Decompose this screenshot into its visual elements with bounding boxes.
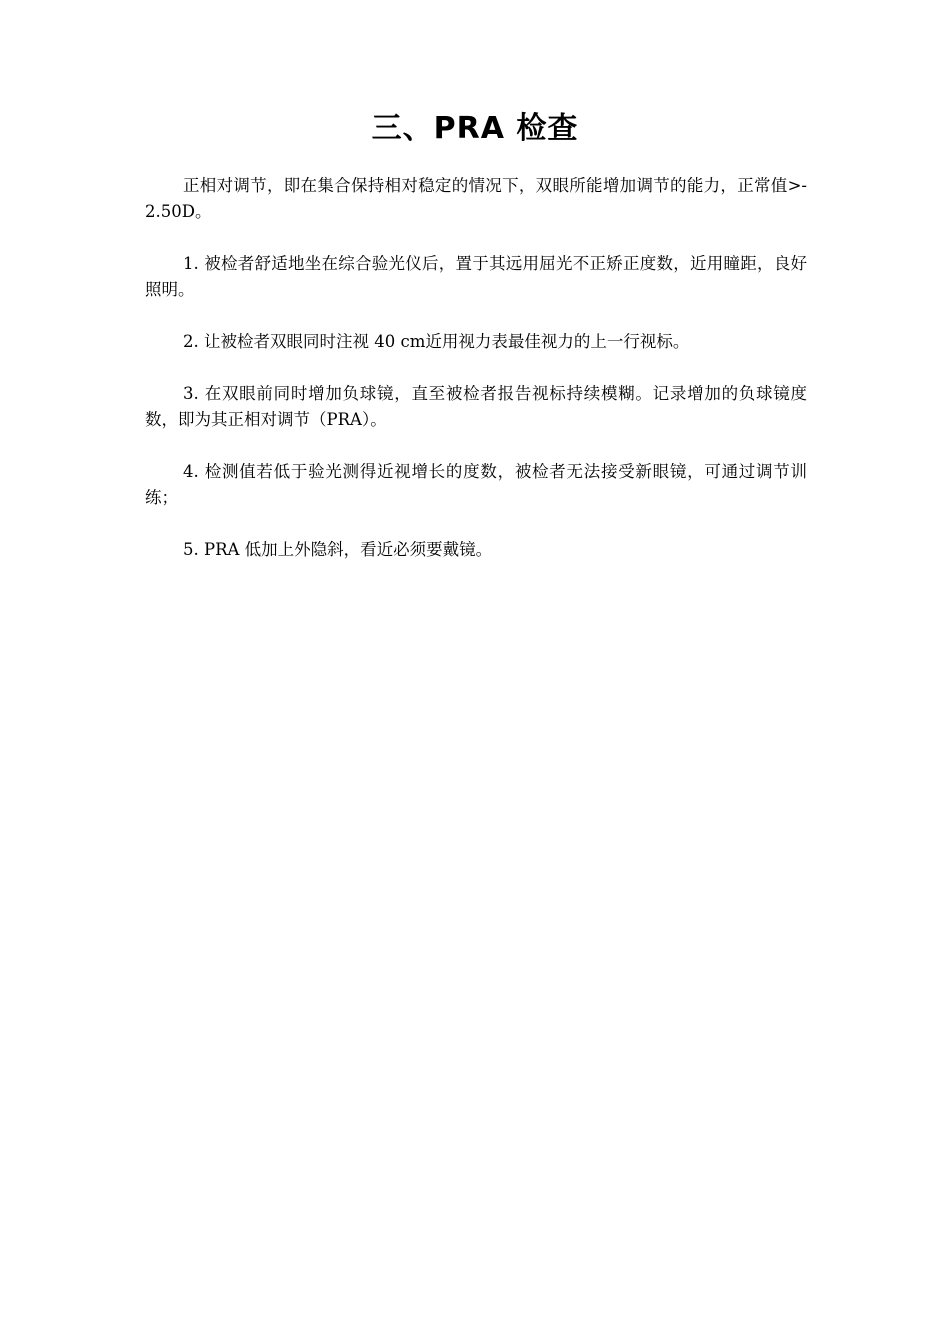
intro-paragraph: 正相对调节，即在集合保持相对稳定的情况下，双眼所能增加调节的能力，正常值>-2.50D。 xyxy=(145,176,807,221)
step-3-paragraph: 3. 在双眼前同时增加负球镜，直至被检者报告视标持续模糊。记录增加的负球镜度数，即为其正相对调节（PRA）。 xyxy=(145,384,807,429)
step-1-paragraph: 1. 被检者舒适地坐在综合验光仪后，置于其远用屈光不正矫正度数，近用瞳距，良好照明。 xyxy=(145,254,807,299)
document-body xyxy=(145,173,807,589)
step-2-paragraph: 2. 让被检者双眼同时注视 40 cm近用视力表最佳视力的上一行视标。 xyxy=(183,332,690,351)
step-5-paragraph: 5. PRA 低加上外隐斜，看近必须要戴镜。 xyxy=(183,540,493,559)
step-4-paragraph: 4. 检测值若低于验光测得近视增长的度数，被检者无法接受新眼镜，可通过调节训练； xyxy=(145,462,807,507)
page-title: 三、PRA 检查 xyxy=(371,111,579,147)
